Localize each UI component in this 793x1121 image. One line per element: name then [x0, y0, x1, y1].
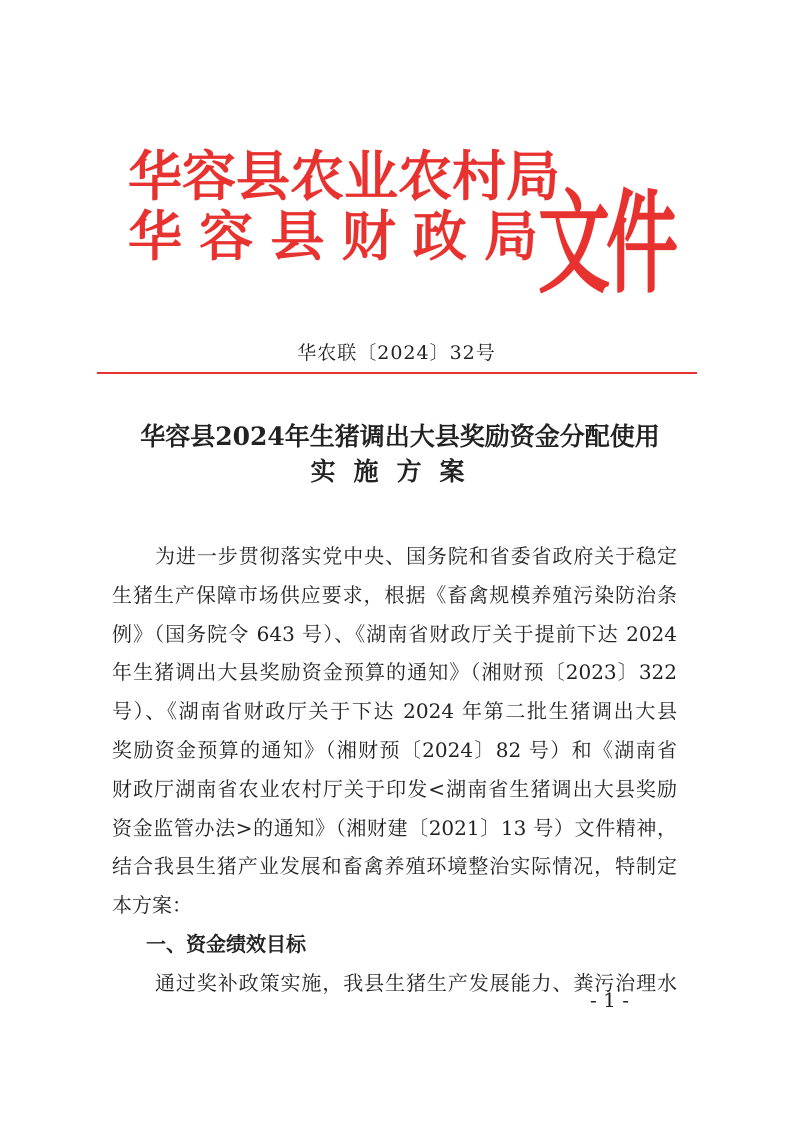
- body-line: 为进一步贯彻落实党中央、国务院和省委省政府关于稳定: [155, 544, 677, 568]
- body-line: 通过奖补政策实施，我县生猪生产发展能力、粪污治理水: [155, 970, 677, 995]
- body-line: 结合我县生猪产业发展和畜禽养殖环境整治实际情况，特制定: [112, 854, 677, 879]
- red-divider: [97, 372, 697, 374]
- body-line: 生猪生产保障市场供应要求，根据《畜禽规模养殖污染防治条: [112, 582, 677, 607]
- page-number: - 1 -: [590, 988, 629, 1012]
- document-label: 文件: [538, 176, 675, 309]
- issuer-line-2: [128, 206, 538, 266]
- body-line: 资金监管办法>的通知》（湘财建〔2021〕13 号）文件精神，: [112, 815, 677, 840]
- body-line: 例》（国务院令 643 号）、《湖南省财政厅关于提前下达 2024: [112, 621, 677, 646]
- body-line: 号）、《湖南省财政厅关于下达 2024 年第二批生猪调出大县: [112, 699, 677, 724]
- document-title: 华容县2024年生猪调出大县奖励资金分配使用: [140, 422, 660, 451]
- issuer-line-1: 华容县农业农村局: [128, 144, 560, 208]
- body-line: 奖励资金预算的通知》（湘财预〔2024〕82 号）和《湖南省: [112, 737, 677, 762]
- issuer-line-2-text: 华容县财政局: [128, 204, 538, 268]
- body-line: 本方案：: [112, 893, 192, 918]
- document-number: 华农联〔2024〕32号: [297, 342, 496, 364]
- document-body: [112, 537, 677, 1003]
- section-heading: 一、资金绩效目标: [146, 931, 306, 956]
- document-subtitle: 实施方案: [310, 457, 483, 486]
- body-line: 财政厅湖南省农业农村厅关于印发<湖南省生猪调出大县奖励: [112, 776, 677, 801]
- body-line: 年生猪调出大县奖励资金预算的通知》（湘财预〔2023〕322: [112, 660, 677, 685]
